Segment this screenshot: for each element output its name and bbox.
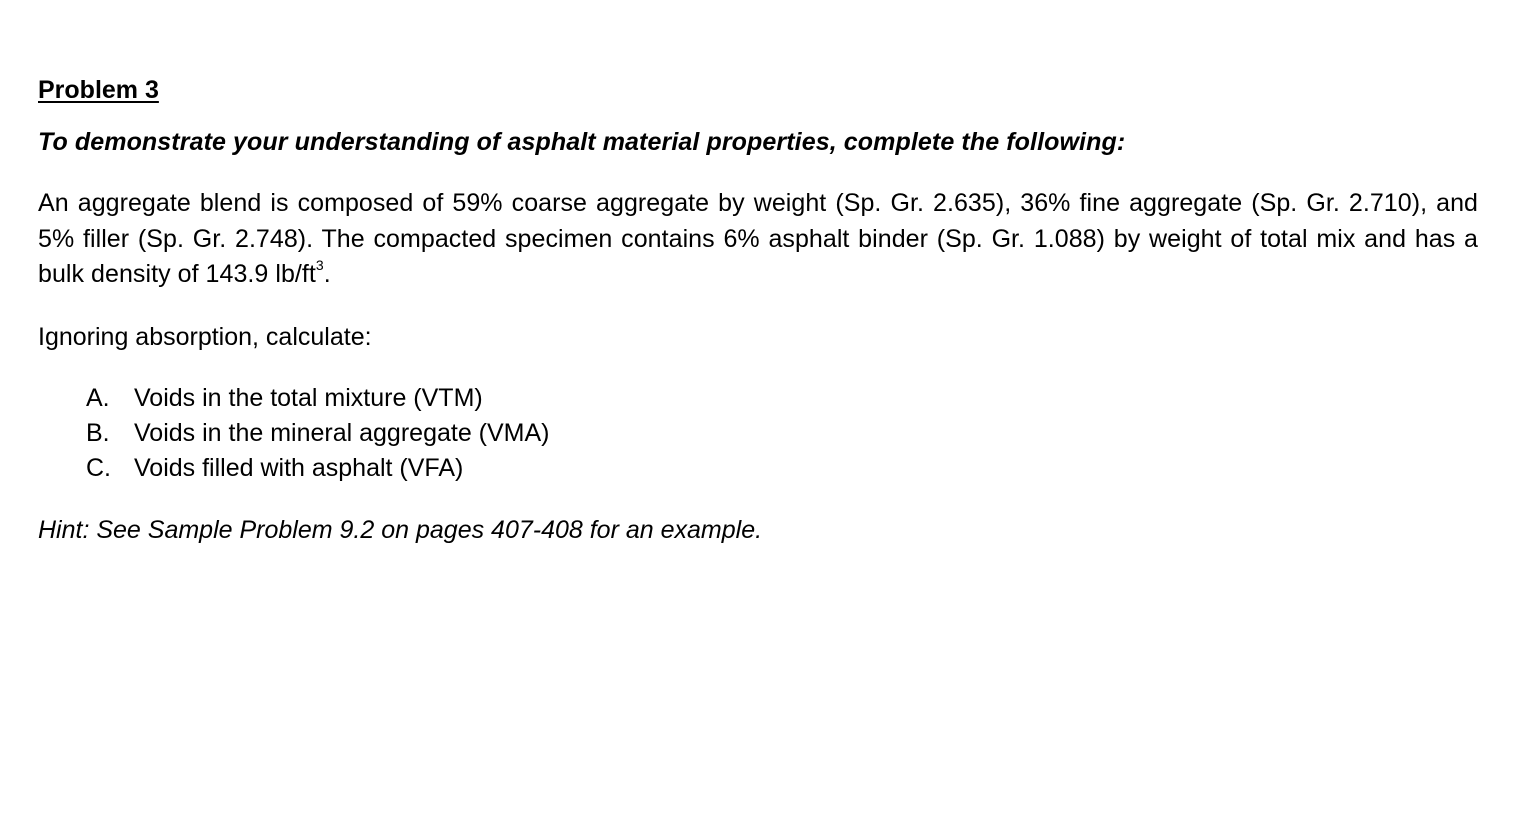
unit-exponent: 3 [315,257,324,273]
problem-statement-text: An aggregate blend is composed of 59% coarse aggregate by weight (Sp. Gr. 2.635), 36% fine aggregate (Sp. Gr. 2.710), and 5% filler (Sp. Gr. 2.748). The compacted specimen contains 6% asphalt binder (Sp. Gr. 1.088) by weight of total mix and has a bulk density of 143.9 lb/ft [38,189,1478,288]
task-text: Voids in the mineral aggregate (VMA) [134,418,550,447]
document-page [38,72,1478,548]
task-item-b [86,416,1478,451]
problem-instruction: To demonstrate your understanding of asphalt material properties, complete the following: [38,128,1126,156]
task-letter: A. [86,383,110,412]
problem-statement [38,186,1478,293]
statement-period: . [323,260,331,288]
task-text: Voids filled with asphalt (VFA) [134,453,464,482]
problem-title: Problem 3 [38,76,159,104]
calculation-prompt: Ignoring absorption, calculate: [38,322,372,351]
hint-text: Hint: See Sample Problem 9.2 on pages 407-408 for an example. [38,515,763,544]
task-item-c [86,451,1478,486]
task-item-a [86,381,1478,416]
task-text: Voids in the total mixture (VTM) [134,383,483,412]
task-letter: C. [86,453,111,482]
task-list [38,381,1478,486]
task-letter: B. [86,418,110,447]
